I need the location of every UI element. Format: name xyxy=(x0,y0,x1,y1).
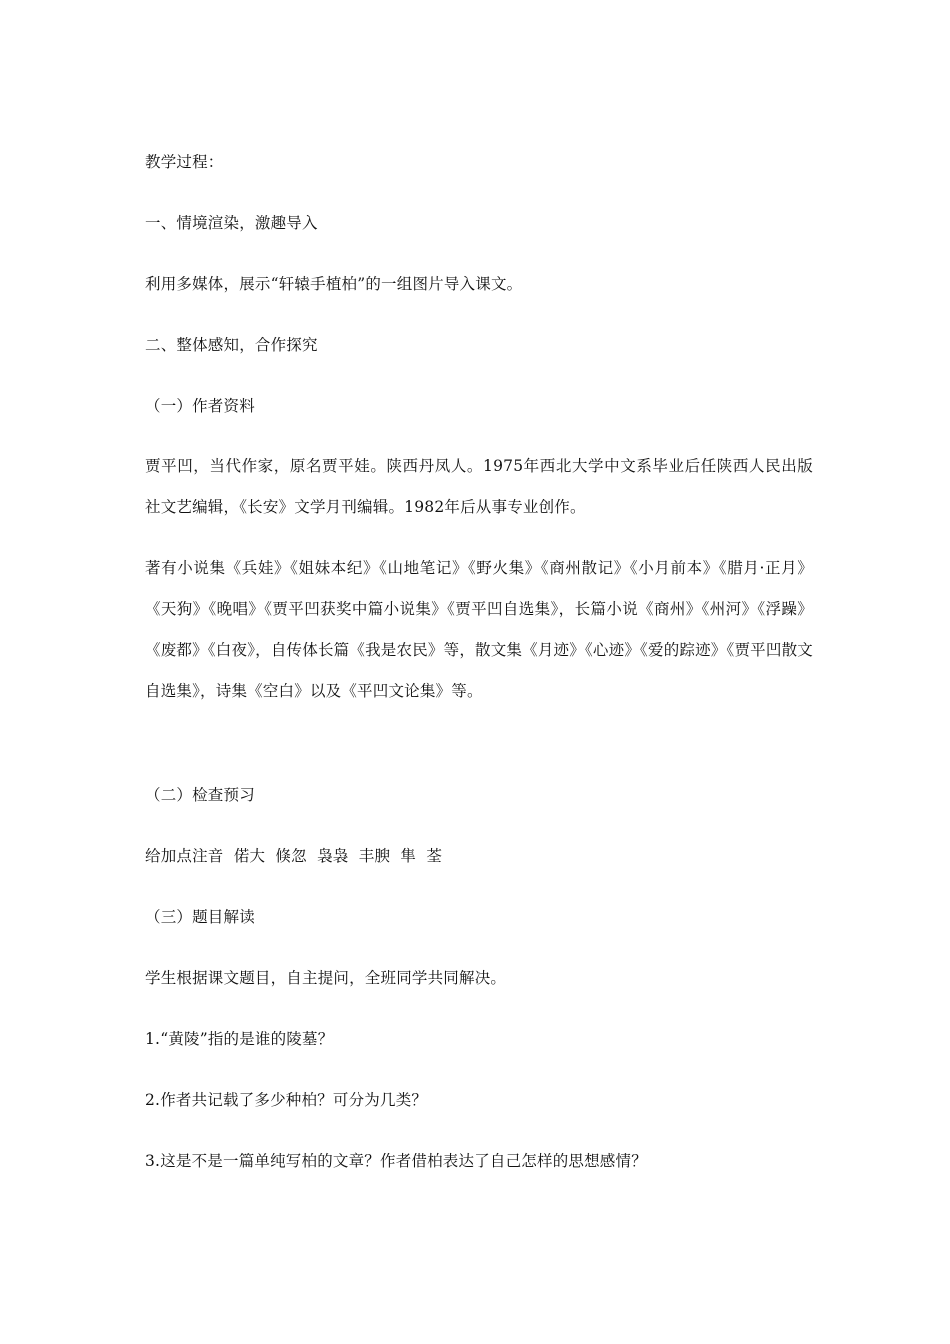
question-item: 3.这是不是一篇单纯写柏的文章？作者借柏表达了自己怎样的思想感情？ xyxy=(145,1152,647,1170)
section-1-text: 利用多媒体，展示“轩辕手植柏”的一组图片导入课文。 xyxy=(145,275,523,293)
section-2-title: 二、整体感知，合作探究 xyxy=(145,336,318,354)
section-1-title: 一、情境渲染，激趣导入 xyxy=(145,214,318,232)
subsection-author-title: （一）作者资料 xyxy=(145,397,255,415)
document-heading: 教学过程： xyxy=(145,153,224,171)
subsection-preview-title: （二）检查预习 xyxy=(145,786,255,804)
question-item: 2.作者共记载了多少种柏？可分为几类？ xyxy=(145,1091,428,1109)
title-intro-text: 学生根据课文题目，自主提问，全班同学共同解决。 xyxy=(145,969,507,987)
works-paragraph: 著有小说集《兵娃》《姐妹本纪》《山地笔记》《野火集》《商州散记》《小月前本》《腊月·正月》《天狗》《晚唱》《贾平凹获奖中篇小说集》《贾平凹自选集》，长篇小说《商州》《州河》《浮躁》《废都》《白夜》，自传体长篇《我是农民》等，散文集《月迹》《心迹》《爱的踪迹》《贾平凹散文自选集》，诗集《空白》以及《平凹文论集》等。 xyxy=(145,559,813,700)
author-paragraph: 贾平凹，当代作家，原名贾平娃。陕西丹凤人。1975年西北大学中文系毕业后任陕西人民出版社文艺编辑，《长安》文学月刊编辑。1982年后从事专业创作。 xyxy=(145,457,813,516)
question-item: 1.“黄陵”指的是谁的陵墓？ xyxy=(145,1030,334,1048)
preview-words: 给加点注音 偌大 倏忽 袅袅 丰腴 隼 荃 xyxy=(145,847,443,865)
subsection-title-reading: （三）题目解读 xyxy=(145,908,255,926)
